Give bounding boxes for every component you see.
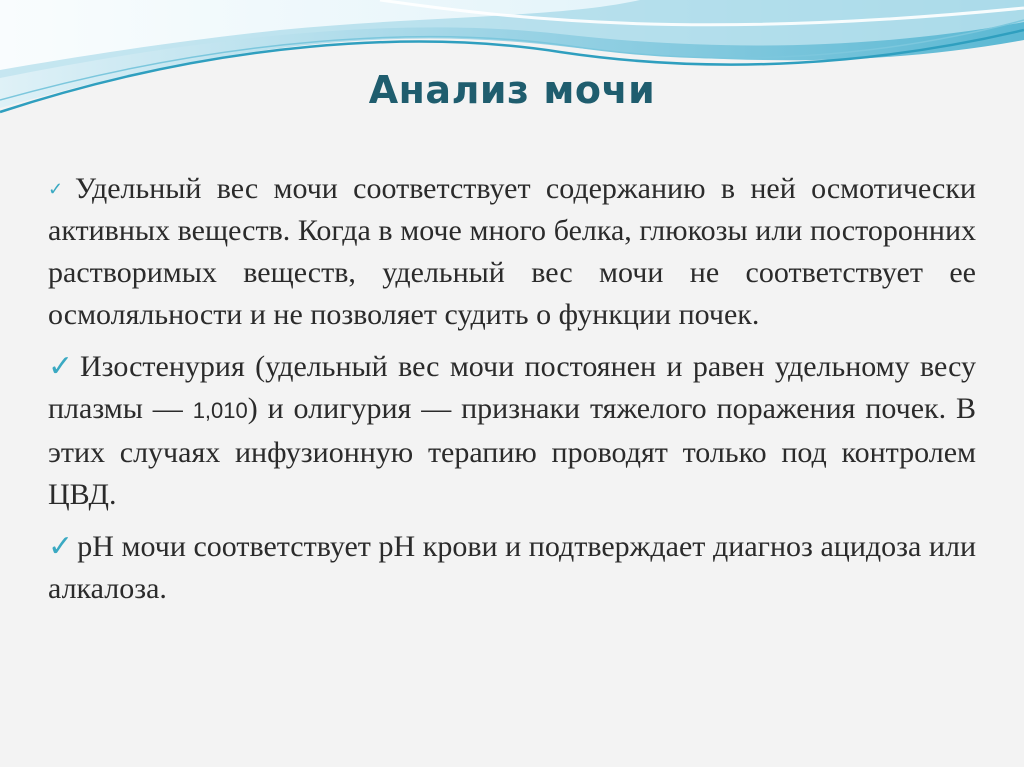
slide-body <box>48 168 976 620</box>
check-icon: ✓ <box>48 530 74 563</box>
bullet-1 <box>48 168 976 336</box>
bullet-3 <box>48 526 976 610</box>
check-icon: ✓ <box>48 350 77 383</box>
plasma-specific-gravity-value: 1,010 <box>192 398 248 423</box>
bullet-1-text: Удельный вес мочи соответствует содержанию в ней осмотически активных веществ. Когда в моче много белка, глюкозы или посторонних растворимых веществ, удельный вес мочи не соответствует ее осмоляльности и не позволяет судить о функции почек. <box>48 172 976 331</box>
bullet-2 <box>48 346 976 516</box>
bullet-2-text-after: ) и олигурия — признаки тяжелого поражения почек. В этих случаях инфузионную терапию проводят только под контролем ЦВД. <box>48 392 976 511</box>
check-icon: ✓ <box>48 179 71 199</box>
bullet-3-text: pH мочи соответствует pH крови и подтверждает диагноз ацидоза или алкалоза. <box>48 530 976 605</box>
bullet-2-text-before: Изостенурия (удельный вес мочи постоянен и равен удельному весу плазмы — <box>48 350 977 425</box>
slide-title: Анализ мочи <box>368 68 656 112</box>
